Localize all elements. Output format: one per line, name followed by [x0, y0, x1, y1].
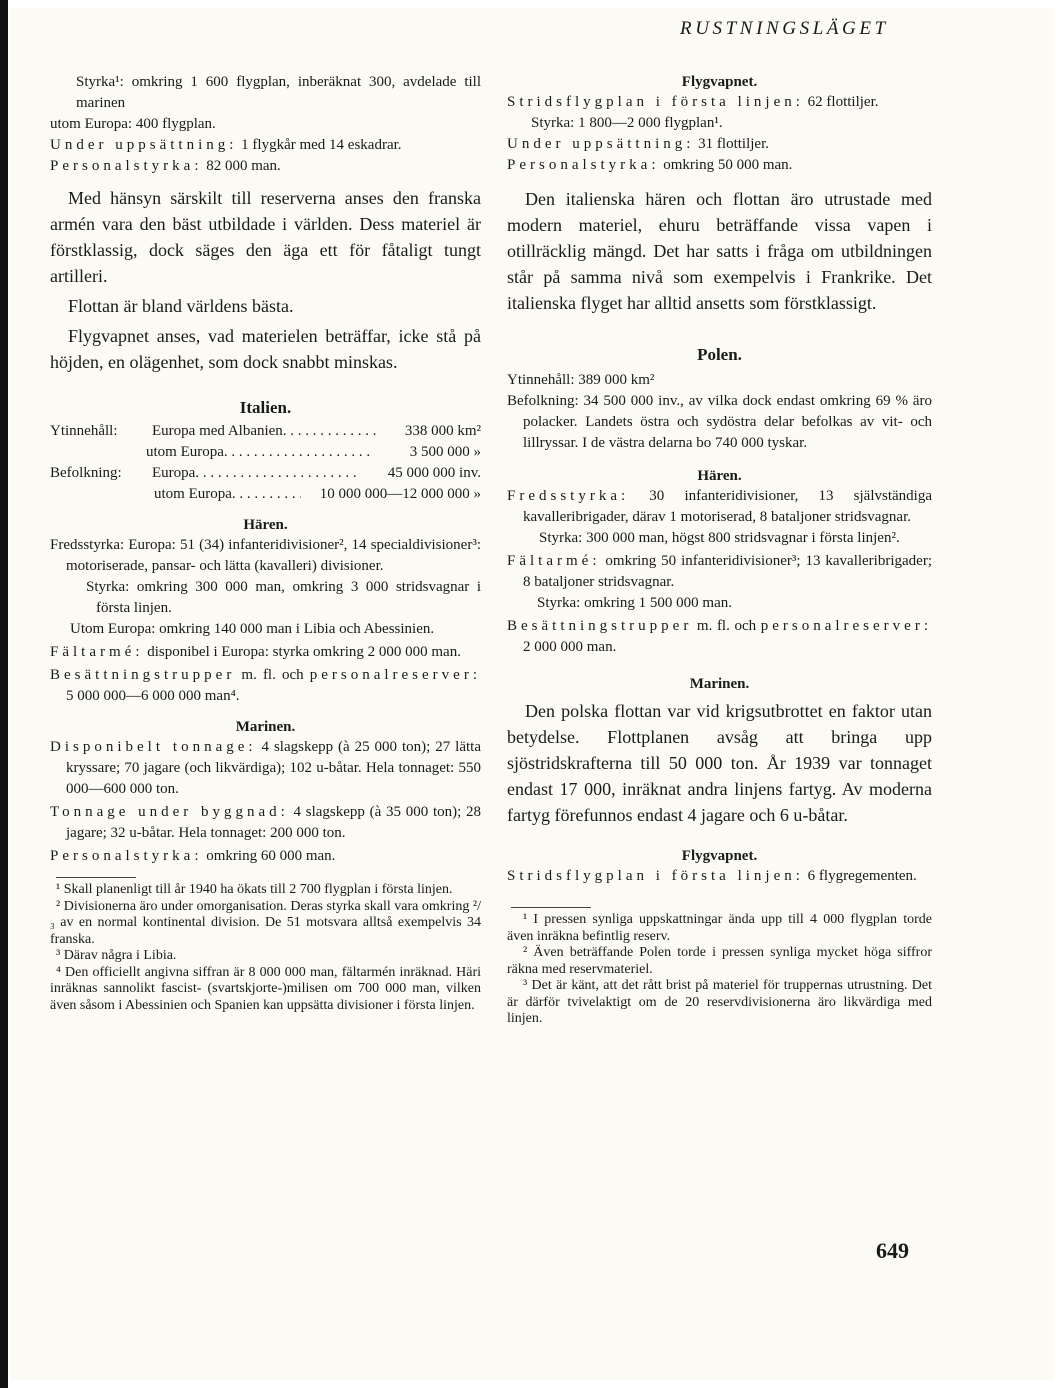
spaced-term: Under uppsättning: [50, 137, 238, 153]
paragraph-italy-summary: Den italienska hären och flottan äro utrustade med modern materiel, ehuru beträffande vissa vapen i otillräcklig mängd. Det har satts i fråga om utbildningen står på samma nivå som exempelvis i Frankrike. Det italienska flyget har alltid ansetts som förstklassigt. [507, 189, 932, 313]
haren-utom-europa: Utom Europa: omkring 140 000 man i Libia och Abessinien. [70, 621, 435, 637]
subsection-title-flygvapnet-polen: Flygvapnet. [681, 848, 758, 864]
polen-befolkning: Befolkning: 34 500 000 inv., av vilka dock endast omkring 69 % äro polacker. Landets östra och sydöstra delar befolkas av vit- och lillryssar. I de västra delarna bo 740 000 tyskar. [507, 393, 932, 451]
footnote-rule [56, 877, 136, 878]
spaced-term: Personalstyrka: [50, 158, 203, 174]
polen-styrka: Styrka: 300 000 man, högst 800 stridsvagnar i första linjen². [539, 530, 900, 546]
flyg-text: omkring 50 000 man. [659, 157, 793, 173]
flyg-text: 31 flottiljer. [694, 136, 769, 152]
table-label [50, 484, 154, 505]
footnotes [507, 912, 932, 1028]
spaced-term: Fredsstyrka: [507, 488, 630, 504]
polen-fredsstyrka [507, 486, 932, 528]
footnotes [50, 882, 481, 1014]
spaced-term: Fältarmé: [507, 553, 601, 569]
marinen-text: 4 slagskepp (à 25 000 ton); 27 lätta kryssare; 70 jagare (och likvärdiga); 102 u-båtar. Hela tonnaget: 550 000—600 000 ton. [66, 739, 481, 797]
haren-text: omkring 50 infanteridivisioner³; 13 kavalleribrigader; 8 bataljoner stridsvagnar. [523, 553, 932, 590]
spaced-term: personalreserver: [760, 618, 932, 634]
intro-line-4 [50, 156, 481, 177]
haren-text: 30 infanteridivisioner, 13 självständiga kavalleribrigader, därav 1 motoriserad, 8 bataljoner stridsvagnar. [523, 488, 932, 525]
polen-faltarme-styrka: Styrka: omkring 1 500 000 man. [537, 595, 732, 611]
marinen-text: 4 slagskepp (à 35 000 ton); 28 jagare; 32 u-båtar. Hela tonnaget: 200 000 ton. [66, 804, 481, 841]
table-label: Befolkning: [50, 465, 122, 481]
table-value: 3 500 000 » [409, 444, 481, 460]
paragraph-france-army: Med hänsyn särskilt till reserverna anses den franska armén vara den bäst utbildade i världen. Dess materiel är förstklassig, dock säges den äga ett för fåtaligt tungt artilleri. [50, 188, 481, 286]
left-column [50, 72, 481, 1014]
table-label: Ytinnehåll: [50, 423, 118, 439]
subsection-title-haren: Hären. [243, 517, 288, 533]
table-item: utom Europa [146, 444, 224, 460]
intro-text: 82 000 man. [202, 158, 281, 174]
subsection-title-flygvapnet: Flygvapnet. [681, 74, 758, 90]
spaced-term: personalreserver: [309, 667, 481, 683]
haren-text: m. fl. och [692, 618, 761, 634]
intro-line-1: Styrka¹: omkring 1 600 flygplan, inberäknat 300, avdelade till marinen [76, 74, 481, 111]
marinen-disponibelt [50, 737, 481, 800]
leader-dots [232, 484, 301, 505]
spaced-term: Tonnage under byggnad: [50, 804, 289, 820]
subsection-title-haren: Hären. [697, 468, 742, 484]
leader-dots [224, 442, 375, 463]
section-title-italien: Italien. [239, 398, 292, 417]
haren-faltarme [50, 642, 481, 663]
spaced-term: Fältarmé: [50, 644, 144, 660]
spaced-term: Besättningstrupper [507, 618, 693, 634]
haren-text: 2 000 000 man. [523, 639, 617, 655]
haren-besattning [50, 665, 481, 707]
footnote: ⁴ Den officiellt angivna siffran är 8 000 000 man, fältarmén inräknad. Häri inräknas sannolikt fascist- (svartskjorte-)milisen om 700 000 man, vilken även såsom i Abessinien och Spanien kan uppsätta divisioner i första linjen. [50, 964, 481, 1013]
flyg-personal [507, 155, 932, 176]
haren-styrka: Styrka: omkring 300 000 man, omkring 3 000 stridsvagnar i första linjen. [86, 579, 481, 616]
footnote: ³ Det är känt, att det rått brist på materiel för truppernas utrustning. Det är därför tvivelaktigt om de 20 reservdivisionerna äro likvärdiga med linjen. [507, 978, 932, 1026]
spaced-term: Disponibelt tonnage: [50, 739, 257, 755]
intro-line-2: utom Europa: 400 flygplan. [50, 116, 216, 132]
footnote: ² Divisionerna äro under omorganisation. Deras styrka skall vara omkring ²/₃ av en normal kontinental division. De 51 motsvara alltså exempelvis 34 franska. [50, 898, 481, 947]
table-row [50, 442, 481, 463]
table-item: Europa [152, 465, 196, 481]
spaced-term: Stridsflygplan i första linjen: [507, 868, 804, 884]
footnote: ² Även beträffande Polen torde i pressen synliga mycket höga siffror räkna med reservmateriel. [507, 945, 932, 977]
spaced-term: Besättningstrupper [50, 667, 236, 683]
page-number: 649 [876, 1238, 909, 1263]
marinen-personal [50, 846, 481, 867]
subsection-title-marinen: Marinen. [235, 719, 296, 735]
leader-dots [195, 463, 361, 484]
subsection-title-marinen: Marinen. [689, 676, 750, 692]
footnote-rule [511, 907, 591, 908]
spaced-term: Under uppsättning: [507, 136, 695, 152]
intro-line-3 [50, 135, 481, 156]
spaced-term: Personalstyrka: [507, 157, 660, 173]
polen-faltarme [507, 551, 932, 593]
polen-besattning [507, 616, 932, 658]
table-item: Europa med Albanien [152, 423, 283, 439]
flyg-stridsflygplan [507, 92, 932, 113]
scan-edge [0, 0, 8, 1388]
haren-text: disponibel i Europa: styrka omkring 2 000 000 man. [143, 644, 461, 660]
intro-text: 1 flygkår med 14 eskadrar. [237, 137, 402, 153]
table-item: utom Europa [154, 486, 232, 502]
table-value: 10 000 000—12 000 000 » [319, 486, 481, 502]
flyg-styrka: Styrka: 1 800—2 000 flygplan¹. [531, 115, 723, 131]
table-label [50, 442, 146, 463]
paragraph-france-navy: Flottan är bland världens bästa. [68, 296, 294, 316]
table-row [50, 484, 481, 505]
haren-text: m. fl. och [235, 667, 310, 683]
footnote: ³ Därav några i Libia. [56, 948, 177, 963]
spaced-term: Stridsflygplan i första linjen: [507, 94, 804, 110]
italien-table [50, 421, 481, 505]
paragraph-polish-navy: Den polska flottan var vid krigsutbrottet en faktor utan betydelse. Flottplanen avsåg att bringa upp sjöstridskrafterna till 50 000 ton. År 1939 var tonnaget endast 17 000, inräknat andra linjens fartyg. Av moderna fartyg förefunnos endast 4 jagare och 6 u-båtar. [507, 701, 932, 825]
polen-stridsflygplan [507, 866, 932, 887]
polen-ytinnehall: Ytinnehåll: 389 000 km² [507, 372, 655, 388]
footnote: ¹ I pressen synliga uppskattningar ända upp till 4 000 flygplan torde även inräkna befintlig reserv. [507, 912, 932, 944]
running-head: RUSTNINGSLÄGET [680, 18, 889, 39]
table-value: 338 000 km² [404, 423, 481, 439]
spaced-term: Personalstyrka: [50, 848, 203, 864]
paragraph-france-air: Flygvapnet anses, vad materielen beträffar, icke stå på höjden, en olägenhet, som dock snabbt minskas. [50, 326, 481, 372]
table-value: 45 000 000 inv. [387, 465, 481, 481]
right-column [507, 72, 932, 1028]
section-title-polen: Polen. [697, 345, 742, 364]
flyg-text: 62 flottiljer. [803, 94, 879, 110]
haren-text: 5 000 000—6 000 000 man⁴. [66, 688, 240, 704]
marinen-text: omkring 60 000 man. [202, 848, 336, 864]
haren-fredsstyrka: Fredsstyrka: Europa: 51 (34) infanteridivisioner², 14 specialdivisioner³: motoriserade, pansar- och lätta (kavalleri) divisioner. [50, 537, 481, 574]
footnote: ¹ Skall planenligt till år 1940 ha ökats till 2 700 flygplan i första linjen. [56, 882, 453, 897]
flyg-under-uppsattning [507, 134, 932, 155]
table-row [50, 463, 481, 484]
marinen-under-byggnad [50, 802, 481, 844]
table-row [50, 421, 481, 442]
leader-dots [283, 421, 381, 442]
flyg-text: 6 flygregementen. [803, 868, 917, 884]
